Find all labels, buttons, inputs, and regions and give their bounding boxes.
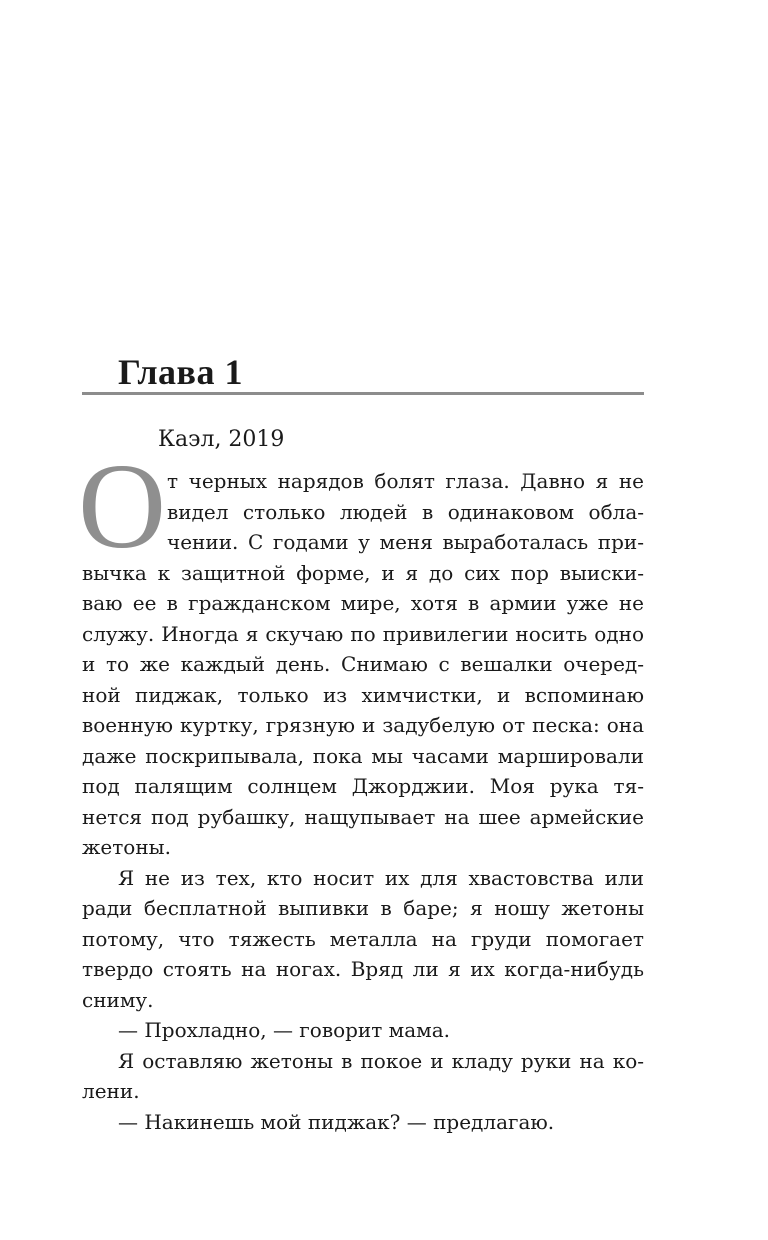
paragraph-line: видел столько людей в одинаковом обла- xyxy=(167,499,644,524)
drop-cap-letter: О xyxy=(78,439,167,574)
chapter-title: Глава 1 xyxy=(118,352,243,392)
paragraph-line: сниму. xyxy=(82,987,154,1012)
first-paragraph-body xyxy=(82,558,644,863)
paragraph-line: лени. xyxy=(82,1079,140,1103)
chapter-divider xyxy=(82,392,644,395)
paragraph-line: потому, что тяжесть металла на груди помогает xyxy=(82,926,644,951)
paragraph-line: нется под рубашку, нащупывает на шее армейские xyxy=(82,804,644,829)
paragraph-line: вычка к защитной форме, и я до сих пор выиски- xyxy=(82,560,644,585)
paragraph-line: т черных нарядов болят глаза. Давно я не xyxy=(167,469,644,493)
first-paragraph-opening xyxy=(82,466,644,558)
paragraph-line: даже поскрипывала, пока мы часами маршировали xyxy=(82,743,644,768)
paragraph-line: под палящим солнцем Джорджии. Моя рука тя- xyxy=(82,774,644,798)
paragraph-line: Я не из тех, кто носит их для хвастовства или xyxy=(118,865,644,890)
paragraph-line: военную куртку, грязную и задубелую от песка: она xyxy=(82,713,644,737)
paragraph-line: чении. С годами у меня выработалась при- xyxy=(167,530,644,554)
chapter-subheading: Каэл, 2019 xyxy=(158,427,285,452)
paragraph-line: ваю ее в гражданском мире, хотя в армии уже не xyxy=(82,591,644,615)
dialogue-line: — Накинешь мой пиджак? — предлагаю. xyxy=(118,1109,555,1134)
dialogue-line: — Прохладно, — говорит мама. xyxy=(118,1018,451,1042)
paragraph-line: жетоны. xyxy=(82,835,171,859)
second-paragraph xyxy=(82,863,644,1138)
paragraph-line: ради бесплатной выпивки в баре; я ношу жетоны xyxy=(82,896,644,920)
paragraph-line: Я оставляю жетоны в покое и кладу руки на ко- xyxy=(118,1048,644,1073)
paragraph-line: твердо стоять на ногах. Вряд ли я их когда-нибудь xyxy=(82,957,644,981)
paragraph-line: служу. Иногда я скучаю по привилегии носить одно xyxy=(82,621,644,646)
paragraph-line: и то же каждый день. Снимаю с вешалки очеред- xyxy=(82,652,644,676)
paragraph-line: ной пиджак, только из химчистки, и вспоминаю xyxy=(82,682,644,707)
